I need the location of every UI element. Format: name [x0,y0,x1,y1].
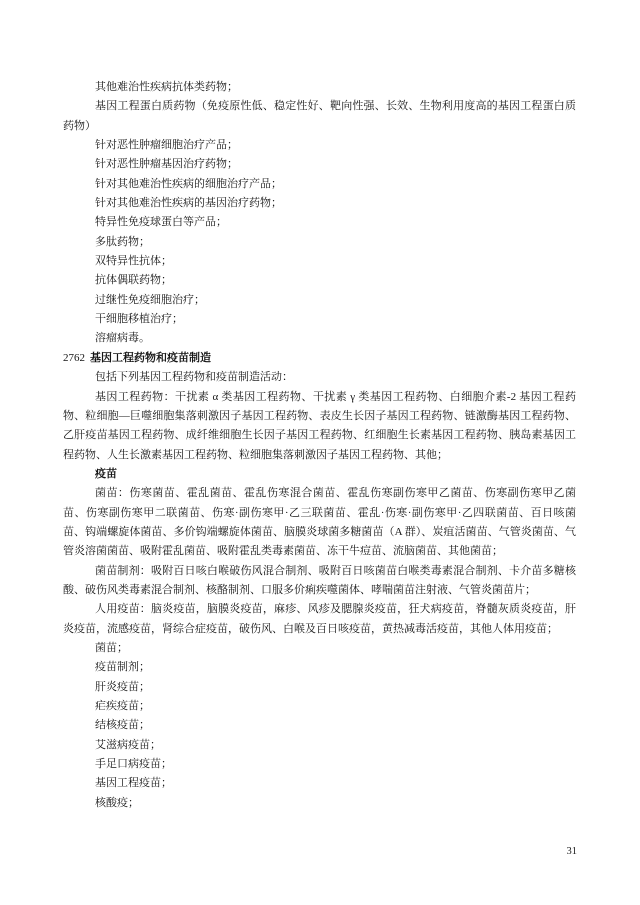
intro-item: 溶瘤病毒。 [95,332,150,345]
section-lead: 包括下列基因工程药物和疫苗制造活动： [95,371,293,384]
bacterin-preparations-paragraph: 菌苗制剂：吸附百日咳白喉破伤风混合制剂、吸附百日咳菌苗白喉类毒素混合制剂、卡介苗多糖核酸、破伤风类毒素混合制剂、核酪制剂、口服多价痢疾噬菌体、哮喘菌苗注射液、气管炎菌苗片； [63,564,576,596]
intro-item: 抗体偶联药物； [95,274,172,287]
intro-item: 多肽药物； [95,235,150,248]
vaccine-item: 肝炎疫苗； [95,680,150,693]
vaccine-item: 疟疾疫苗； [95,700,150,712]
vaccine-item: 手足口病疫苗； [95,758,172,771]
vaccine-item: 菌苗； [95,641,128,654]
intro-item: 针对恶性肿瘤细胞治疗产品； [95,139,238,152]
vaccine-item: 结核疫苗； [95,719,150,732]
intro-item: 双特异性抗体； [95,255,172,268]
vaccine-item: 核酸疫； [95,796,139,809]
human-vaccines-paragraph: 人用疫苗：脑炎疫苗，脑膜炎疫苗，麻疹、风疹及腮腺炎疫苗，狂犬病疫苗，脊髓灰质炎疫苗，肝炎疫苗，流感疫苗，肾综合症疫苗，破伤风、白喉及百日咳疫苗，黄热减毒活疫苗，其他人体用疫苗； [63,603,576,635]
section-title: 基因工程药物和疫苗制造 [89,351,211,364]
intro-item: 针对恶性肿瘤基因治疗药物； [95,158,238,171]
section-code: 2762 [63,351,85,364]
intro-item: 其他难治性疾病抗体类药物； [95,81,238,93]
document-body [63,78,576,813]
section-heading [63,349,576,368]
intro-item: 特异性免疫球蛋白等产品； [95,216,227,229]
intro-item: 基因工程蛋白质药物（免疫原性低、稳定性好、靶向性强、长效、生物利用度高的基因工程蛋白质药物） [63,100,576,132]
intro-item: 针对其他难治性疾病的基因治疗药物； [95,197,282,210]
intro-item: 过继性免疫细胞治疗； [95,293,205,306]
intro-item: 针对其他难治性疾病的细胞治疗产品； [95,177,282,190]
page-number: 31 [566,846,577,857]
bacterin-paragraph: 菌苗：伤寒菌苗、霍乱菌苗、霍乱伤寒混合菌苗、霍乱伤寒副伤寒甲乙菌苗、伤寒副伤寒甲乙菌苗、伤寒副伤寒甲二联菌苗、伤寒·副伤寒甲·乙三联菌苗、霍乱·伤寒·副伤寒甲·乙四联菌苗、百日咳菌苗、钩端螺旋体菌苗、多价钩端螺旋体菌苗、脑膜炎球菌多糖菌苗（A 群）、炭疽活菌苗、气管炎菌苗、气管炎溶菌菌苗、吸附霍乱菌苗、吸附霍乱类毒素菌苗、冻干牛痘苗、流脑菌苗、其他菌苗； [63,487,576,558]
vaccine-item: 艾滋病疫苗； [95,738,161,751]
gene-drugs-paragraph: 基因工程药物：干扰素 α 类基因工程药物、干扰素 γ 类基因工程药物、白细胞介素-2 基因工程药物、粒细胞—巨噬细胞集落刺激因子基因工程药物、表皮生长因子基因工程药物、链激酶基因工程药物、乙肝疫苗基因工程药物、成纤维细胞生长因子基因工程药物、红细胞生长素基因工程药物、胰岛素基因工程药物、人生长激素基因工程药物、粒细胞集落刺激因子基因工程药物、其他； [63,390,576,461]
vaccine-subheading: 疫苗 [95,467,117,480]
vaccine-item: 疫苗制剂； [95,661,150,674]
intro-item: 干细胞移植治疗； [95,313,183,326]
vaccine-item: 基因工程疫苗； [95,777,172,790]
